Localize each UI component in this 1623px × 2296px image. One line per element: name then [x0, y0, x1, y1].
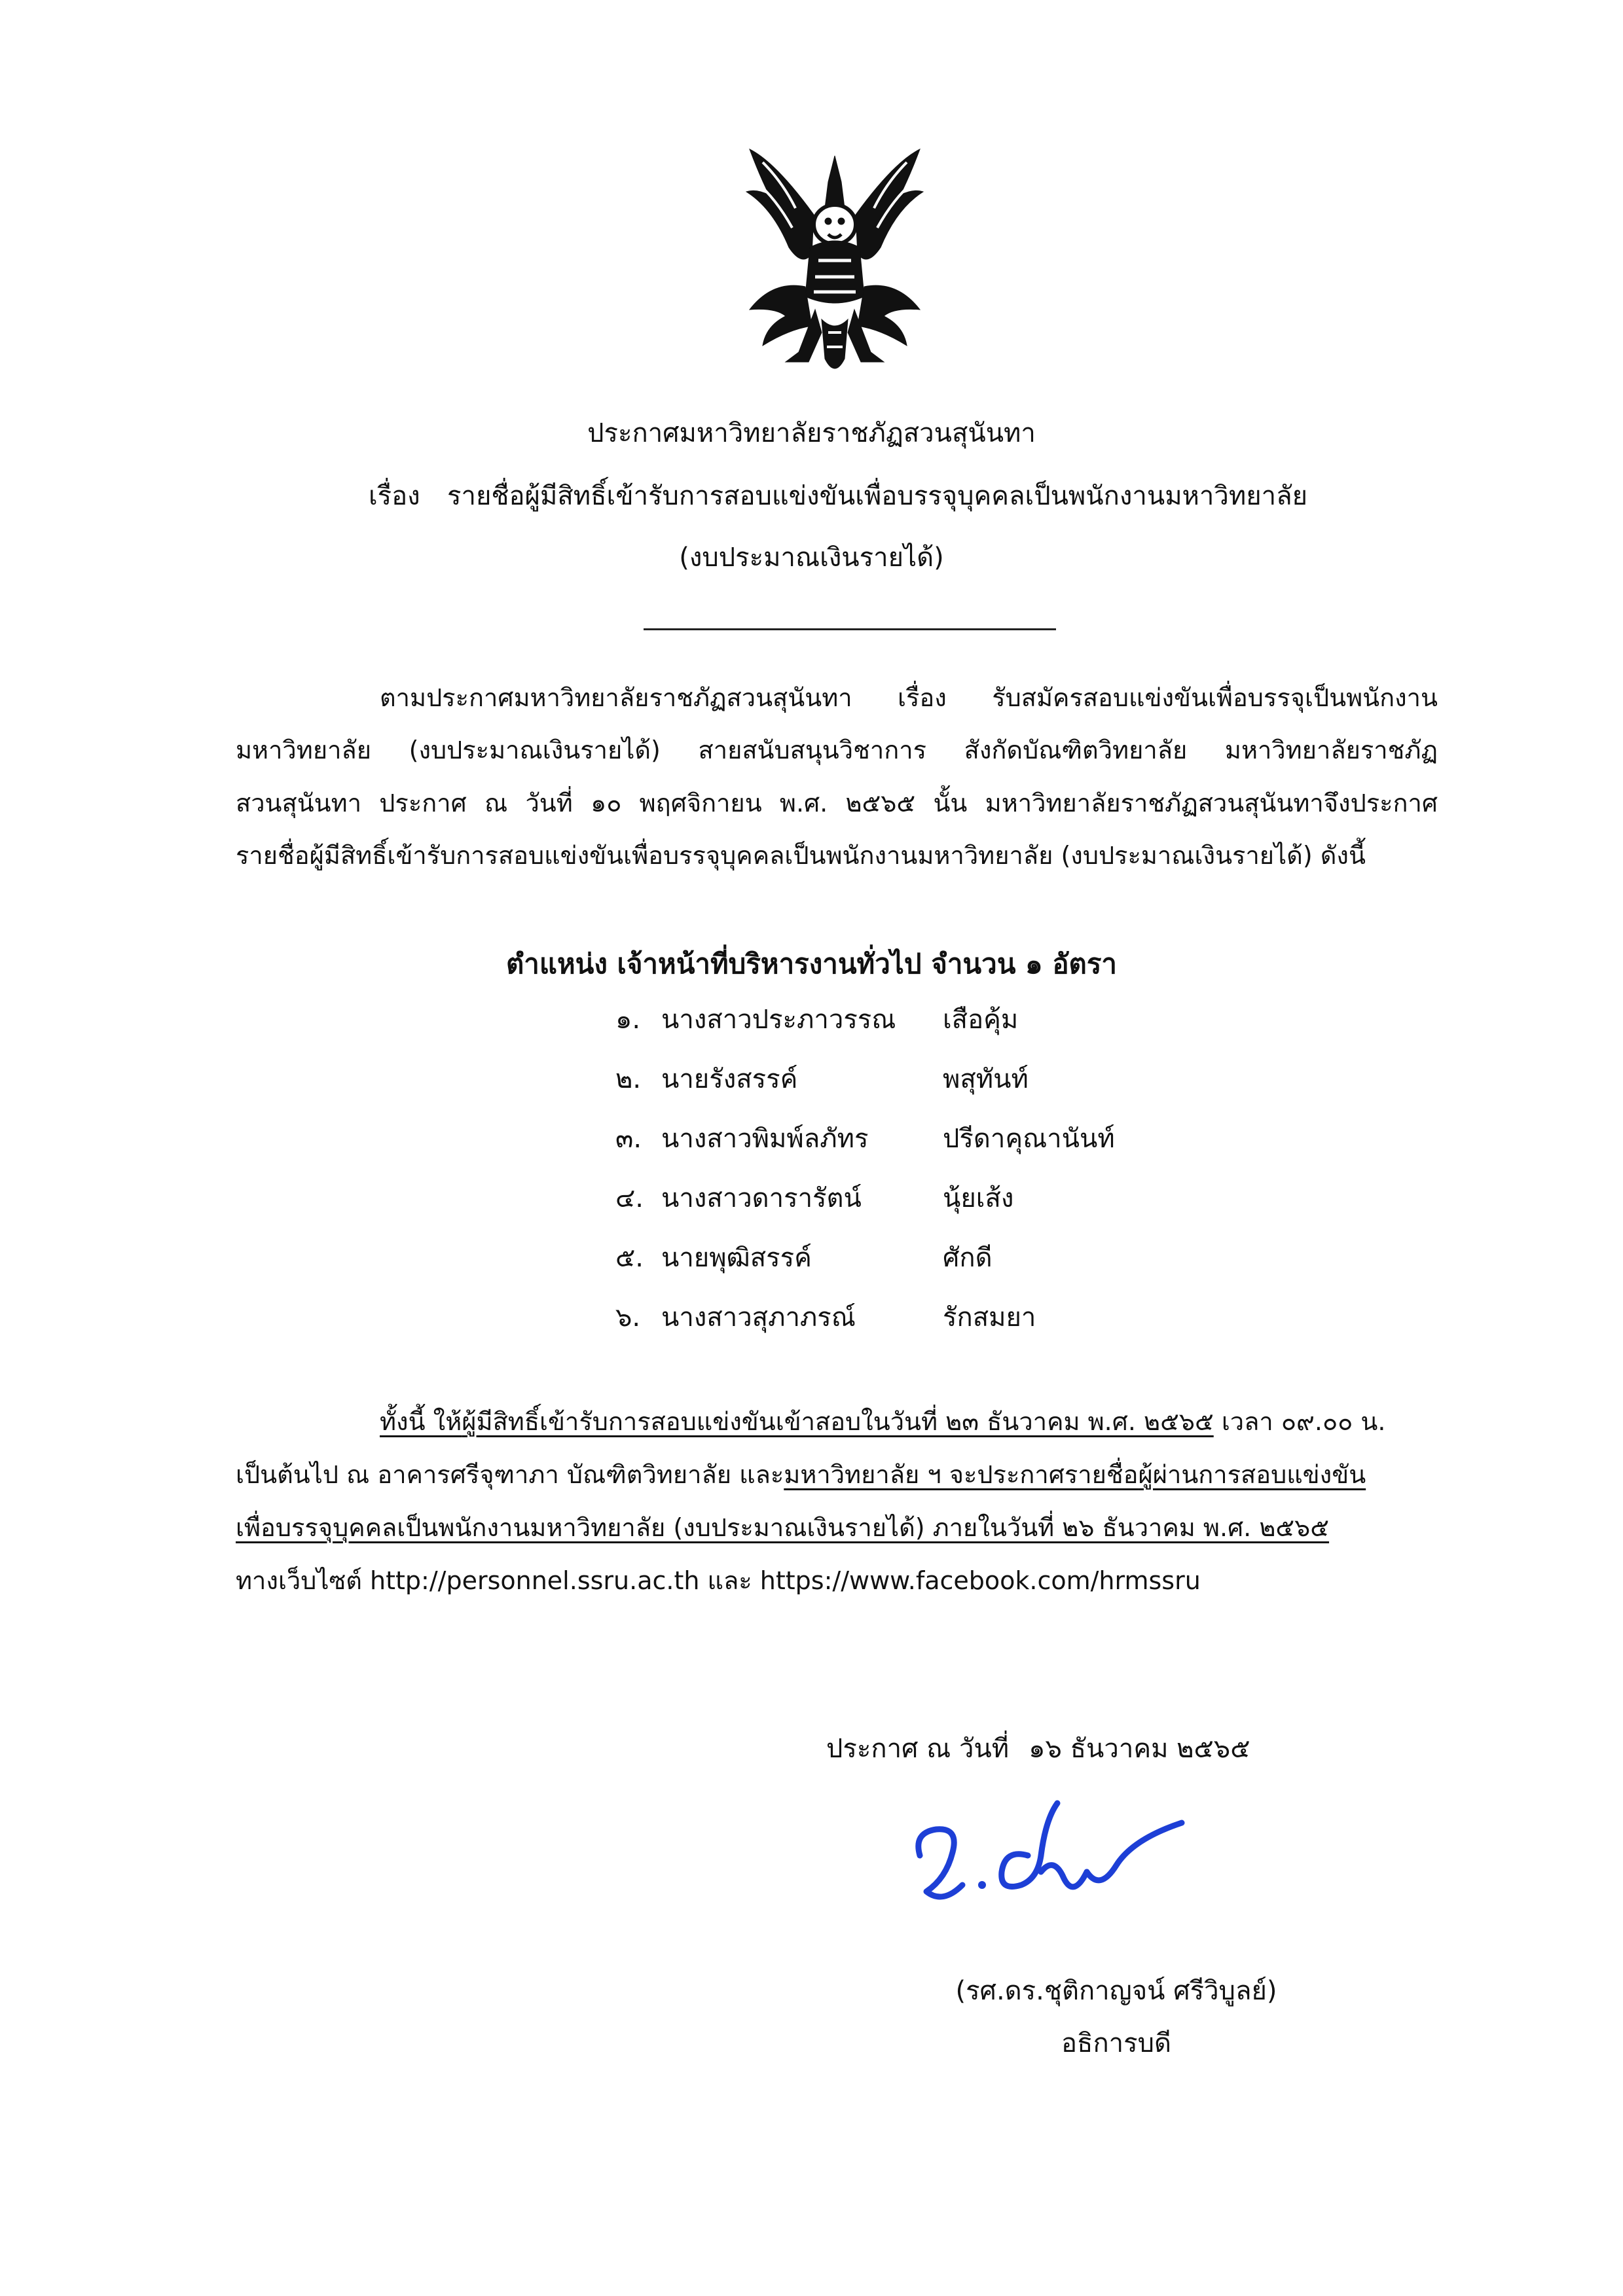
exam-website-line: ทางเว็บไซต์ http://personnel.ssru.ac.th และ https://www.facebook.com/hrmssru: [236, 1566, 1201, 1595]
header-divider: [644, 628, 1056, 630]
list-item: [615, 1237, 993, 1279]
list-item: [615, 1297, 1036, 1338]
candidate-number: ๖.: [615, 1302, 641, 1333]
body-line-2: มหาวิทยาลัย (งบประมาณเงินรายได้) สายสนับสนุนวิชาการ สังกัดบัณฑิตวิทยาลัย มหาวิทยาลัยราชภัฏ: [236, 736, 1438, 764]
exam-location-text: เป็นต้นไป ณ อาคารศรีจุฑาภา บัณฑิตวิทยาลัย และ: [236, 1460, 784, 1489]
garuda-emblem-icon: [737, 136, 933, 385]
list-item: [615, 1058, 1029, 1100]
body-line-1: ตามประกาศมหาวิทยาลัยราชภัฏสวนสุนันทา เรื่อง รับสมัครสอบแข่งขันเพื่อบรรจุเป็นพนักงาน: [380, 683, 1438, 712]
signature-image: [907, 1793, 1195, 1924]
subject-text: รายชื่อผู้มีสิทธิ์เข้ารับการสอบแข่งขันเพื่อบรรจุบุคคลเป็นพนักงานมหาวิทยาลัย: [447, 481, 1308, 511]
exam-result-text: ผู้ผ่านการสอบแข่งขัน: [1138, 1460, 1366, 1489]
body-line-3: สวนสุนันทา ประกาศ ณ วันที่ ๑๐ พฤศจิกายน พ.ศ. ๒๕๖๕ นั้น มหาวิทยาลัยราชภัฏสวนสุนันทาจึงประกาศ: [236, 789, 1438, 817]
candidate-number: ๕.: [615, 1243, 644, 1273]
candidate-last-name: เสือคุ้ม: [943, 1005, 1019, 1035]
exam-result-date-text: เพื่อบรรจุบุคคลเป็นพนักงานมหาวิทยาลัย (งบประมาณเงินรายได้) ภายในวันที่ ๒๖ ธันวาคม พ.ศ. ๒๕๖๕: [236, 1513, 1330, 1542]
list-item: [615, 999, 1018, 1041]
candidate-first-name: นายพุฒิสรรค์: [661, 1243, 812, 1273]
exam-line-2: [236, 1455, 1366, 1494]
subject-line: [369, 476, 1307, 516]
candidate-first-name: นางสาวพิมพ์ลภัทร: [661, 1124, 869, 1154]
exam-time-text: เวลา ๐๙.๐๐ น.: [1213, 1407, 1386, 1436]
exam-date-text: ผู้มีสิทธิ์เข้ารับการสอบแข่งขันเข้าสอบในวันที่ ๒๓ ธันวาคม พ.ศ. ๒๕๖๕: [462, 1407, 1214, 1436]
exam-line-1: [380, 1402, 1385, 1441]
signer-name: (รศ.ดร.ชุติกาญจน์ ศรีวิบูลย์): [955, 1976, 1277, 2006]
candidate-number: ๓.: [615, 1124, 642, 1154]
candidate-number: ๒.: [615, 1064, 642, 1094]
candidate-last-name: ปรีดาคุณานันท์: [943, 1124, 1115, 1154]
candidate-first-name: นางสาวสุภาภรณ์: [661, 1302, 856, 1333]
announced-date: ๑๖ ธันวาคม ๒๕๖๕: [1029, 1734, 1250, 1764]
exam-intro: ทั้งนี้ ให้: [380, 1407, 462, 1436]
announcement-title: ประกาศมหาวิทยาลัยราชภัฏสวนสุนันทา: [587, 418, 1036, 448]
list-item: [615, 1118, 1115, 1160]
candidate-last-name: รักสมยา: [943, 1302, 1036, 1333]
announcement-date: [826, 1729, 1250, 1768]
candidate-last-name: ศักดี: [943, 1243, 993, 1273]
subject-label: เรื่อง: [369, 481, 420, 511]
body-line-4: รายชื่อผู้มีสิทธิ์เข้ารับการสอบแข่งขันเพื่อบรรจุบุคคลเป็นพนักงานมหาวิทยาลัย (งบประมาณเงินรายได้) ดังนี้: [236, 841, 1366, 870]
candidate-number: ๑.: [615, 1005, 641, 1035]
exam-line-3: [236, 1508, 1329, 1547]
candidate-first-name: นายรังสรรค์: [661, 1064, 798, 1094]
list-item: [615, 1177, 1013, 1219]
candidate-first-name: นางสาวประภาวรรณ: [661, 1005, 896, 1035]
candidate-last-name: พสุทันท์: [943, 1064, 1029, 1094]
candidate-first-name: นางสาวดารารัตน์: [661, 1183, 862, 1213]
announced-label: ประกาศ ณ วันที่: [826, 1734, 1010, 1764]
candidate-number: ๔.: [615, 1183, 644, 1213]
candidate-last-name: นุ้ยเส้ง: [943, 1183, 1014, 1213]
signer-title: อธิการบดี: [1061, 2028, 1171, 2058]
position-title: ตำแหน่ง เจ้าหน้าที่บริหารงานทั่วไป จำนวน ๑ อัตรา: [506, 948, 1117, 980]
budget-subtitle: (งบประมาณเงินรายได้): [679, 543, 944, 573]
exam-announce-text: มหาวิทยาลัย ฯ จะประกาศรายชื่อ: [784, 1460, 1139, 1489]
